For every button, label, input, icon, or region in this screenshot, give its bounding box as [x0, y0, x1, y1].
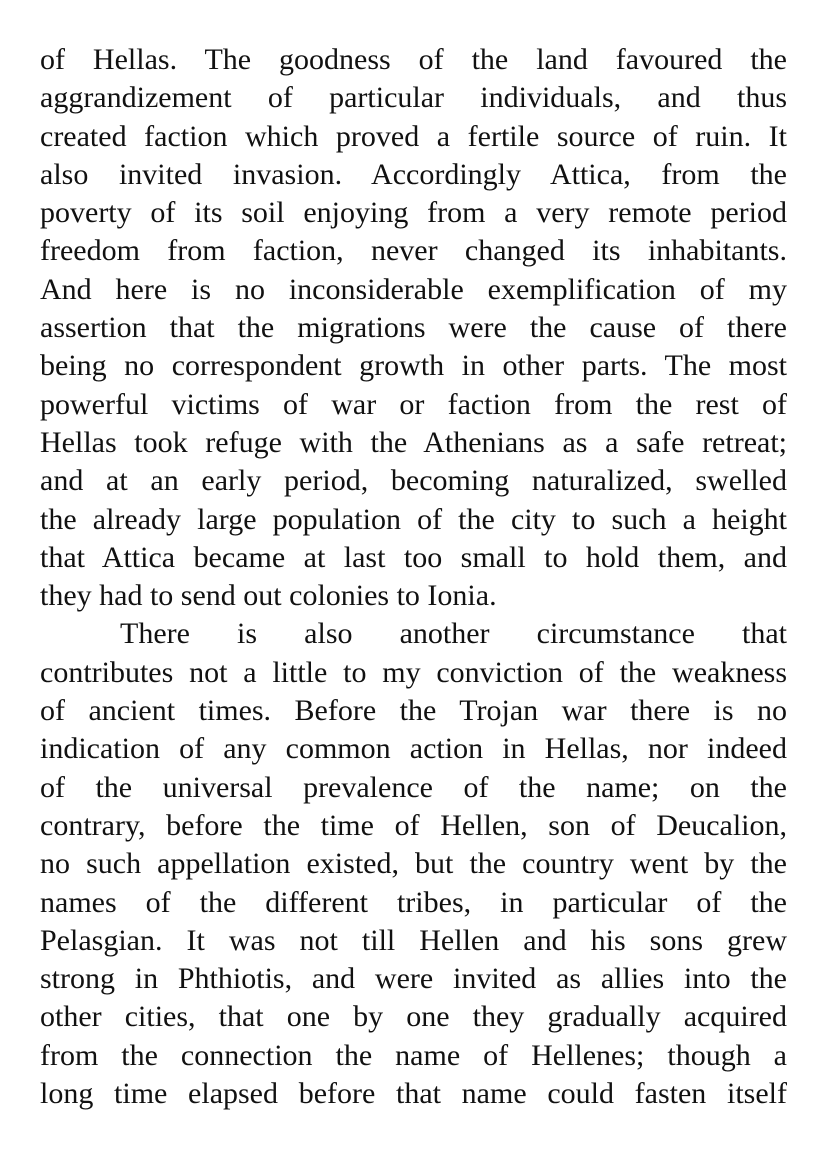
text-line: poverty of its soil enjoying from a very remote period	[40, 196, 787, 230]
text-line: powerful victims of war or faction from the rest of	[40, 387, 787, 421]
text-line: Hellas took refuge with the Athenians as a safe retreat;	[40, 425, 787, 459]
text-line: created faction which proved a fertile source of ruin. It	[40, 119, 787, 153]
text-line: they had to send out colonies to Ionia.	[40, 579, 497, 613]
text-line: contributes not a little to my conviction of the weakness	[40, 655, 787, 689]
text-line: Pelasgian. It was not till Hellen and his sons grew	[40, 923, 787, 957]
text-line: that Attica became at last too small to hold them, and	[40, 540, 787, 574]
text-line: the already large population of the city to such a height	[40, 502, 787, 536]
text-line: And here is no inconsiderable exemplification of my	[40, 272, 787, 306]
text-line: from the connection the name of Hellenes; though a	[40, 1038, 787, 1072]
text-line: and at an early period, becoming naturalized, swelled	[40, 464, 787, 498]
text-line: of the universal prevalence of the name; on the	[40, 770, 787, 804]
document-page	[40, 41, 787, 1113]
text-line: of ancient times. Before the Trojan war there is no	[40, 694, 787, 728]
text-line: indication of any common action in Hellas, nor indeed	[40, 732, 787, 766]
text-line: contrary, before the time of Hellen, son of Deucalion,	[40, 808, 787, 842]
text-line: being no correspondent growth in other parts. The most	[40, 349, 787, 383]
text-line: freedom from faction, never changed its inhabitants.	[40, 234, 787, 268]
text-line: no such appellation existed, but the country went by the	[40, 847, 787, 881]
text-line: other cities, that one by one they gradually acquired	[40, 1000, 787, 1034]
text-line: long time elapsed before that name could fasten itself	[40, 1077, 787, 1111]
text-line: of Hellas. The goodness of the land favoured the	[40, 43, 787, 76]
text-line: There is also another circumstance that	[120, 617, 787, 651]
text-line: also invited invasion. Accordingly Attica, from the	[40, 157, 787, 191]
text-line: strong in Phthiotis, and were invited as allies into the	[40, 962, 787, 996]
text-line: aggrandizement of particular individuals, and thus	[40, 81, 787, 115]
text-line: names of the different tribes, in particular of the	[40, 885, 787, 919]
text-line: assertion that the migrations were the cause of there	[40, 311, 787, 345]
